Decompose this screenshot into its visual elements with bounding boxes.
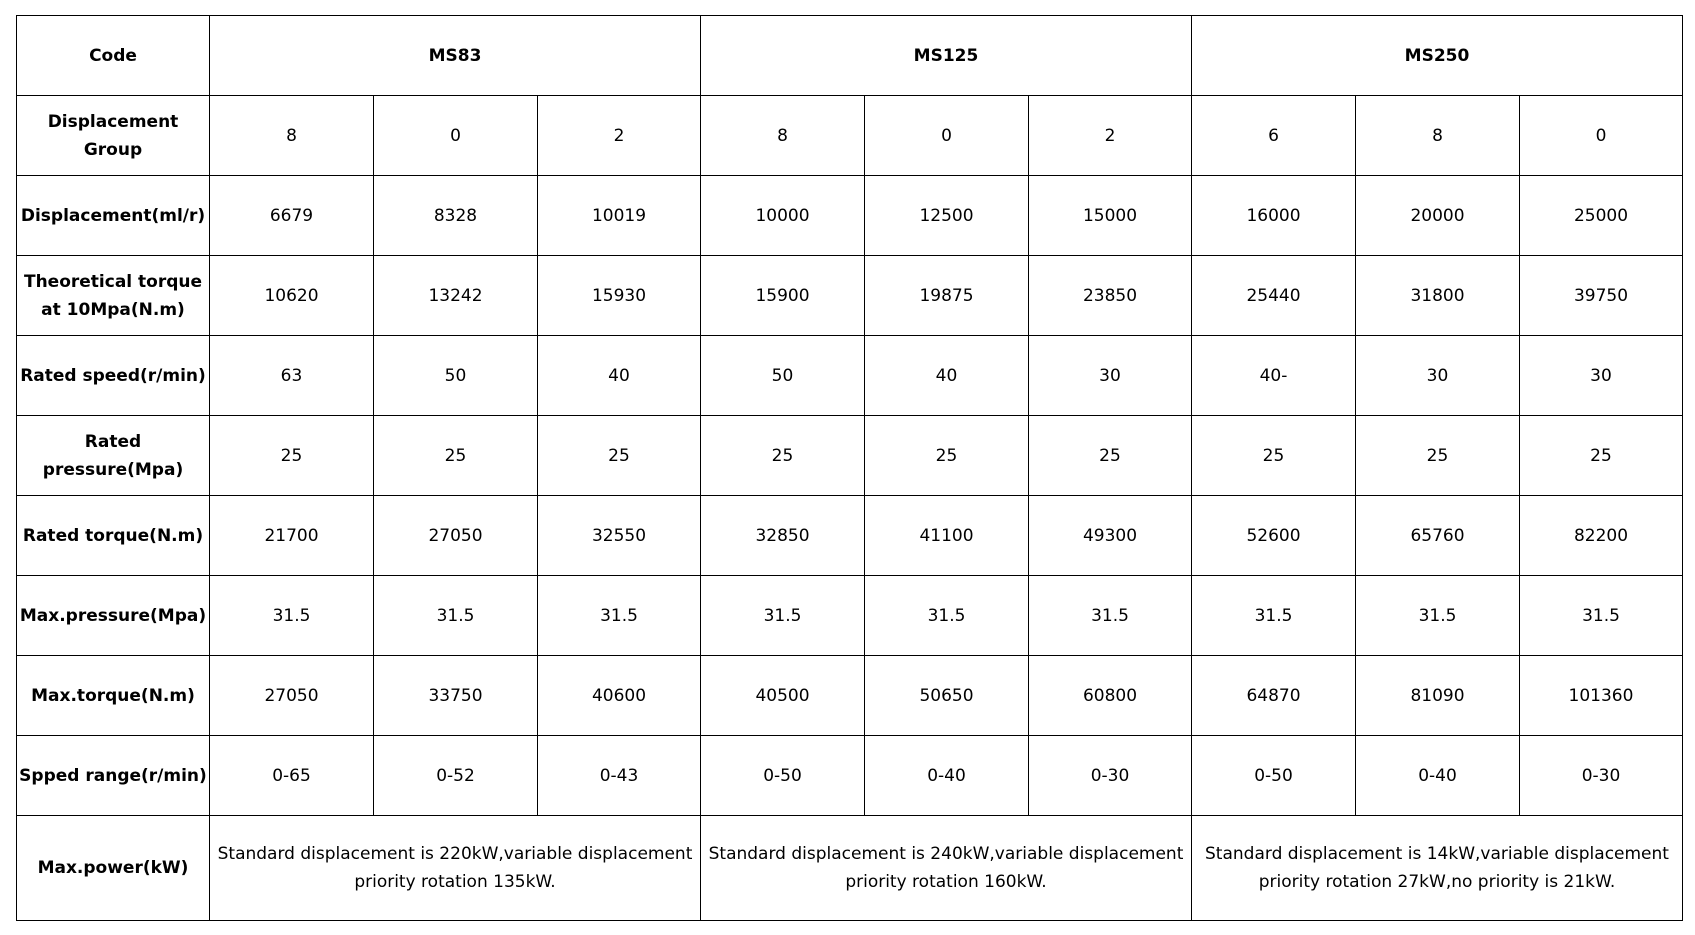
value-cell: 40 [538, 336, 701, 416]
value-cell: 0-50 [1192, 736, 1356, 816]
row-label-cell: Rated pressure(Mpa) [17, 416, 210, 496]
value-cell: 33750 [374, 656, 538, 736]
row-label-cell: Spped range(r/min) [17, 736, 210, 816]
value-cell: 15900 [701, 256, 865, 336]
value-cell: 31.5 [210, 576, 374, 656]
value-cell: 6679 [210, 176, 374, 256]
value-cell: 0 [374, 96, 538, 176]
value-cell: 15000 [1029, 176, 1192, 256]
value-cell: 10000 [701, 176, 865, 256]
value-cell: 50 [701, 336, 865, 416]
value-cell: 39750 [1520, 256, 1683, 336]
power-row [17, 816, 1683, 921]
value-cell: 8 [1356, 96, 1520, 176]
value-cell: 25 [865, 416, 1029, 496]
row-label-cell: Theoretical torque at 10Mpa(N.m) [17, 256, 210, 336]
value-cell: 0-65 [210, 736, 374, 816]
value-cell: 31.5 [1029, 576, 1192, 656]
value-cell: 25 [538, 416, 701, 496]
value-cell: 50650 [865, 656, 1029, 736]
value-cell: 0-43 [538, 736, 701, 816]
value-cell: 0-30 [1520, 736, 1683, 816]
value-cell: 0 [865, 96, 1029, 176]
value-cell: 12500 [865, 176, 1029, 256]
model-header-ms250: MS250 [1192, 16, 1683, 96]
value-cell: 40 [865, 336, 1029, 416]
value-cell: 0-40 [1356, 736, 1520, 816]
value-cell: 30 [1356, 336, 1520, 416]
row-label-cell: Max.torque(N.m) [17, 656, 210, 736]
value-cell: 101360 [1520, 656, 1683, 736]
value-cell: 8 [701, 96, 865, 176]
value-cell: 27050 [374, 496, 538, 576]
value-cell: 25 [1356, 416, 1520, 496]
value-cell: 41100 [865, 496, 1029, 576]
code-header-cell: Code [17, 16, 210, 96]
value-cell: 25 [374, 416, 538, 496]
value-cell: 50 [374, 336, 538, 416]
value-cell: 31800 [1356, 256, 1520, 336]
value-cell: 25 [1520, 416, 1683, 496]
power-note-cell: Standard displacement is 220kW,variable displacement priority rotation 135kW. [210, 816, 701, 921]
value-cell: 31.5 [701, 576, 865, 656]
row-label-cell: Displacement(ml/r) [17, 176, 210, 256]
value-cell: 25 [701, 416, 865, 496]
value-cell: 16000 [1192, 176, 1356, 256]
row-label-cell: Max.power(kW) [17, 816, 210, 921]
table-row [17, 256, 1683, 336]
value-cell: 82200 [1520, 496, 1683, 576]
value-cell: 8328 [374, 176, 538, 256]
value-cell: 40500 [701, 656, 865, 736]
value-cell: 20000 [1356, 176, 1520, 256]
value-cell: 0-52 [374, 736, 538, 816]
value-cell: 15930 [538, 256, 701, 336]
value-cell: 63 [210, 336, 374, 416]
power-note-cell: Standard displacement is 14kW,variable displacement priority rotation 27kW,no priority is 21kW. [1192, 816, 1683, 921]
value-cell: 19875 [865, 256, 1029, 336]
value-cell: 25000 [1520, 176, 1683, 256]
value-cell: 10620 [210, 256, 374, 336]
table-row [17, 336, 1683, 416]
value-cell: 81090 [1356, 656, 1520, 736]
value-cell: 23850 [1029, 256, 1192, 336]
value-cell: 13242 [374, 256, 538, 336]
value-cell: 0-40 [865, 736, 1029, 816]
value-cell: 27050 [210, 656, 374, 736]
value-cell: 2 [1029, 96, 1192, 176]
table-row [17, 576, 1683, 656]
value-cell: 49300 [1029, 496, 1192, 576]
value-cell: 30 [1520, 336, 1683, 416]
value-cell: 21700 [210, 496, 374, 576]
row-label-cell: Max.pressure(Mpa) [17, 576, 210, 656]
value-cell: 40600 [538, 656, 701, 736]
value-cell: 32850 [701, 496, 865, 576]
row-label-cell: Rated speed(r/min) [17, 336, 210, 416]
value-cell: 31.5 [1520, 576, 1683, 656]
value-cell: 25 [1192, 416, 1356, 496]
row-label-cell: Rated torque(N.m) [17, 496, 210, 576]
header-row [17, 16, 1683, 96]
value-cell: 32550 [538, 496, 701, 576]
value-cell: 64870 [1192, 656, 1356, 736]
value-cell: 60800 [1029, 656, 1192, 736]
table-body [17, 16, 1683, 921]
value-cell: 65760 [1356, 496, 1520, 576]
value-cell: 0-30 [1029, 736, 1192, 816]
table-row [17, 736, 1683, 816]
row-label-cell: Displacement Group [17, 96, 210, 176]
value-cell: 31.5 [865, 576, 1029, 656]
value-cell: 8 [210, 96, 374, 176]
value-cell: 25440 [1192, 256, 1356, 336]
value-cell: 31.5 [538, 576, 701, 656]
power-note-cell: Standard displacement is 240kW,variable displacement priority rotation 160kW. [701, 816, 1192, 921]
value-cell: 31.5 [374, 576, 538, 656]
value-cell: 31.5 [1356, 576, 1520, 656]
value-cell: 52600 [1192, 496, 1356, 576]
model-header-ms83: MS83 [210, 16, 701, 96]
value-cell: 0-50 [701, 736, 865, 816]
table-row [17, 416, 1683, 496]
value-cell: 40- [1192, 336, 1356, 416]
value-cell: 25 [1029, 416, 1192, 496]
table-row [17, 96, 1683, 176]
value-cell: 0 [1520, 96, 1683, 176]
value-cell: 30 [1029, 336, 1192, 416]
table-row [17, 176, 1683, 256]
table-row [17, 656, 1683, 736]
value-cell: 25 [210, 416, 374, 496]
value-cell: 6 [1192, 96, 1356, 176]
specification-table [16, 15, 1683, 921]
value-cell: 31.5 [1192, 576, 1356, 656]
table-row [17, 496, 1683, 576]
value-cell: 2 [538, 96, 701, 176]
value-cell: 10019 [538, 176, 701, 256]
model-header-ms125: MS125 [701, 16, 1192, 96]
